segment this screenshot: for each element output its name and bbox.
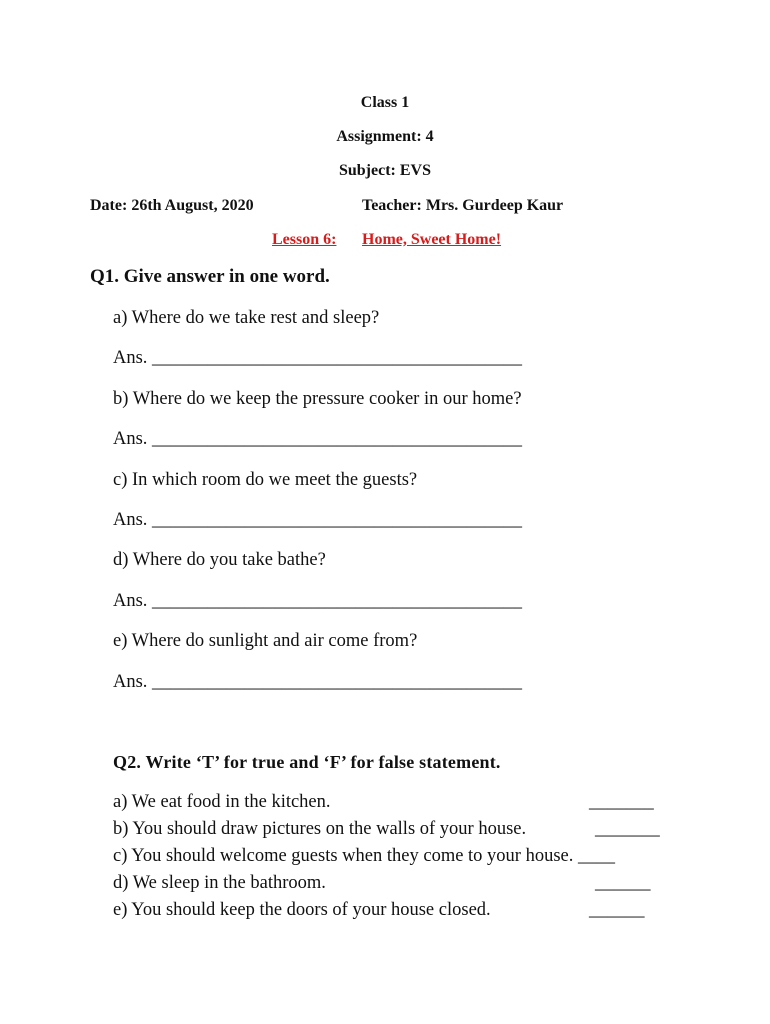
q2-title: Q2. Write ‘T’ for true and ‘F’ for false statement.: [113, 752, 501, 772]
q2-statement-d: d) We sleep in the bathroom.: [113, 873, 326, 893]
date-label: Date: 26th August, 2020: [90, 197, 254, 214]
q1-question-c: c) In which room do we meet the guests?: [113, 470, 418, 490]
q2-statement-a: a) We eat food in the kitchen.: [113, 792, 331, 812]
assignment-label: Assignment: 4: [336, 128, 434, 145]
q1-question-d: d) Where do you take bathe?: [113, 550, 326, 570]
q1-answer-line-b[interactable]: Ans. ________________________________________: [113, 429, 523, 449]
lesson-title: Home, Sweet Home!: [362, 231, 502, 248]
q1-question-b: b) Where do we keep the pressure cooker in our home?: [113, 389, 522, 409]
q1-answer-line-c[interactable]: Ans. ________________________________________: [113, 510, 523, 530]
q1-question-a: a) Where do we take rest and sleep?: [113, 308, 380, 328]
lesson-number: Lesson 6:: [272, 231, 337, 248]
q2-statement-e: e) You should keep the doors of your house closed.: [113, 900, 491, 920]
q2-blank-b[interactable]: _______: [595, 819, 660, 839]
q1-answer-line-d[interactable]: Ans. ________________________________________: [113, 591, 523, 611]
q2-blank-a[interactable]: _______: [589, 792, 654, 812]
q2-blank-e[interactable]: ______: [589, 900, 645, 920]
q2-blank-d[interactable]: ______: [595, 873, 651, 893]
q2-statement-c: c) You should welcome guests when they come to your house. ____: [113, 846, 616, 866]
q2-statement-b: b) You should draw pictures on the walls of your house.: [113, 819, 527, 839]
q1-question-e: e) Where do sunlight and air come from?: [113, 631, 418, 651]
subject-label: Subject: EVS: [338, 162, 431, 179]
q1-title: Q1. Give answer in one word.: [90, 266, 330, 287]
q1-answer-line-e[interactable]: Ans. ________________________________________: [113, 672, 523, 692]
teacher-label: Teacher: Mrs. Gurdeep Kaur: [362, 197, 564, 214]
class-label: Class 1: [360, 94, 410, 111]
q1-answer-line-a[interactable]: Ans. ________________________________________: [113, 348, 523, 368]
